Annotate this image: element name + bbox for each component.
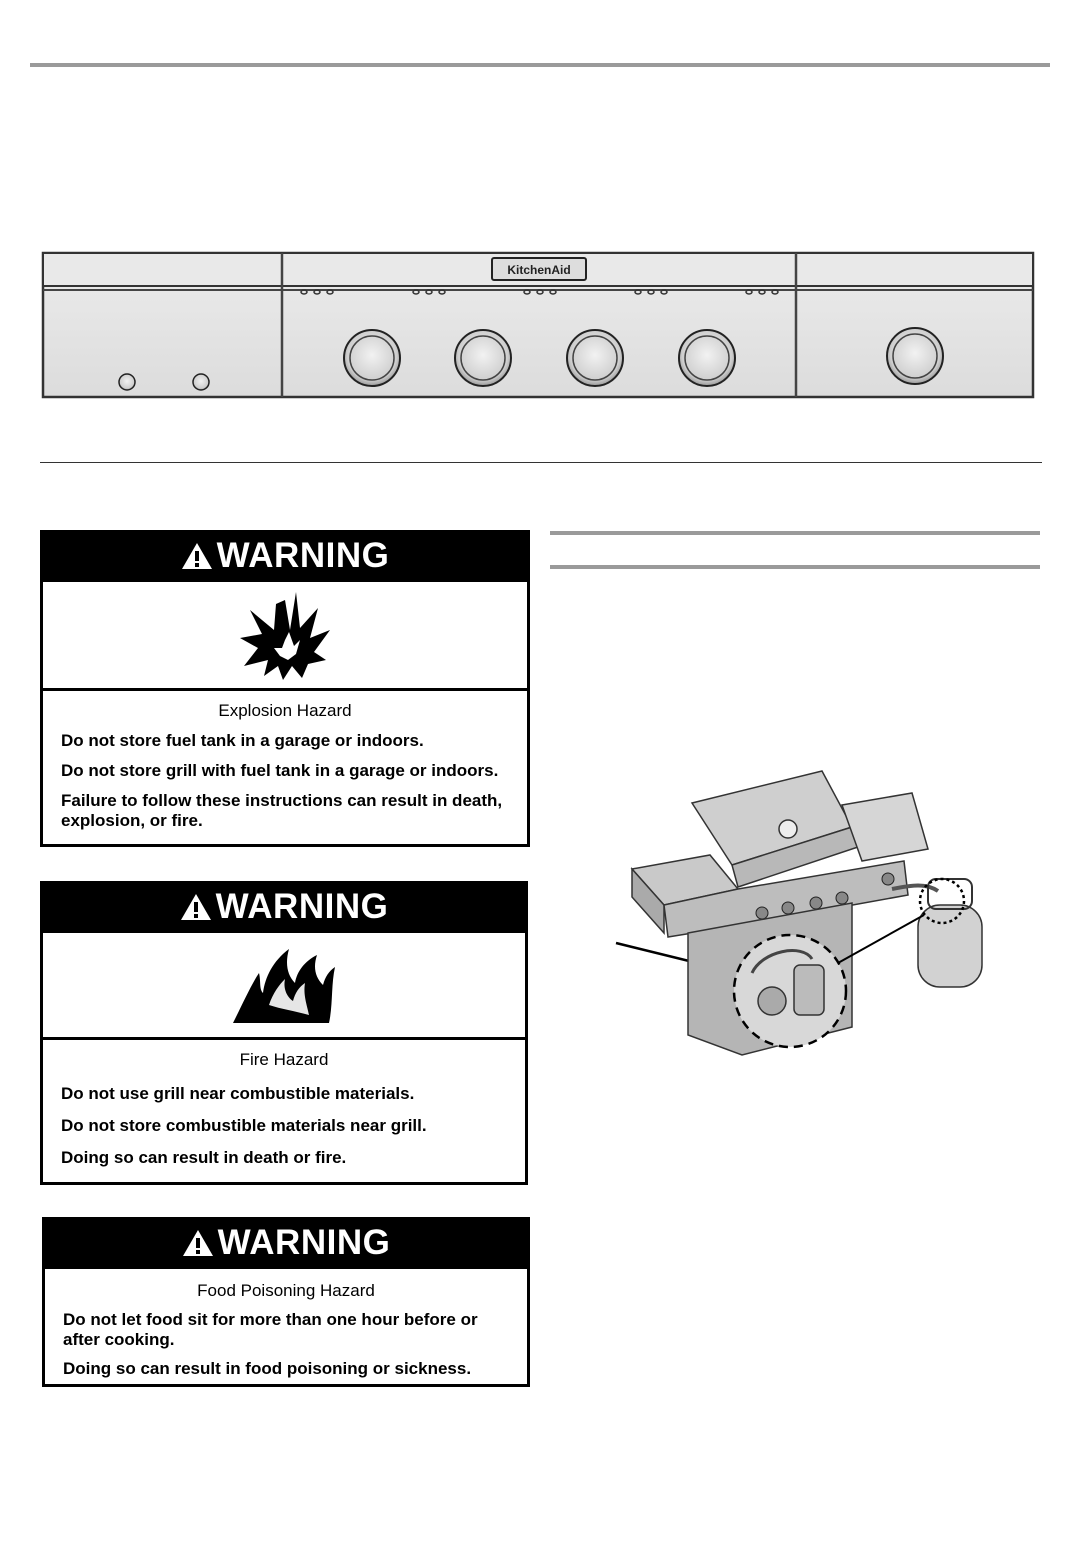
side-burner-knob [887, 328, 943, 384]
warning-box-explosion [40, 530, 530, 847]
warning-line: Do not use grill near combustible materials. [61, 1084, 415, 1103]
grill-with-fuel-tank-illustration [612, 765, 992, 1065]
warning-triangle-icon [180, 893, 212, 921]
warning-box-food-poisoning [42, 1217, 530, 1387]
warning-label: WARNING [215, 887, 389, 926]
warning-triangle-icon [182, 1229, 214, 1257]
warning-header [45, 1220, 527, 1266]
brand-badge: KitchenAid [507, 263, 571, 277]
warning-line: Do not store combustible materials near grill. [61, 1116, 427, 1135]
hazard-title: Fire Hazard [239, 1050, 329, 1069]
burner-knob [567, 330, 623, 386]
warning-line: Doing so can result in death or fire. [61, 1148, 347, 1167]
burner-knob [344, 330, 400, 386]
fire-icon [229, 945, 339, 1025]
small-button [193, 374, 209, 390]
explosion-icon [238, 590, 333, 680]
warning-triangle-icon [181, 542, 213, 570]
warning-line: Doing so can result in food poisoning or sickness. [63, 1359, 472, 1378]
warning-label: WARNING [216, 536, 390, 575]
hazard-title: Food Poisoning Hazard [197, 1281, 375, 1300]
right-heading-rule [550, 565, 1040, 569]
hazard-icon-area [43, 930, 525, 1040]
section-divider [40, 462, 1042, 463]
warning-line: Do not store fuel tank in a garage or indoors. [61, 731, 424, 750]
warning-box-fire [40, 881, 528, 1185]
warning-label: WARNING [217, 1223, 391, 1262]
warning-line: Do not store grill with fuel tank in a garage or indoors. [61, 761, 499, 780]
right-heading-rule [550, 531, 1040, 535]
burner-knob [455, 330, 511, 386]
burner-knob [679, 330, 735, 386]
warning-header [43, 884, 525, 930]
top-rule [30, 63, 1050, 67]
hazard-icon-area [43, 579, 527, 691]
grill-control-panel-illustration [40, 250, 1036, 400]
warning-line: Do not let food sit for more than one hour before or after cooking. [63, 1310, 478, 1349]
warning-line: Failure to follow these instructions can result in death, explosion, or fire. [61, 791, 503, 830]
warning-header [43, 533, 527, 579]
small-button [119, 374, 135, 390]
hazard-title: Explosion Hazard [218, 701, 352, 720]
